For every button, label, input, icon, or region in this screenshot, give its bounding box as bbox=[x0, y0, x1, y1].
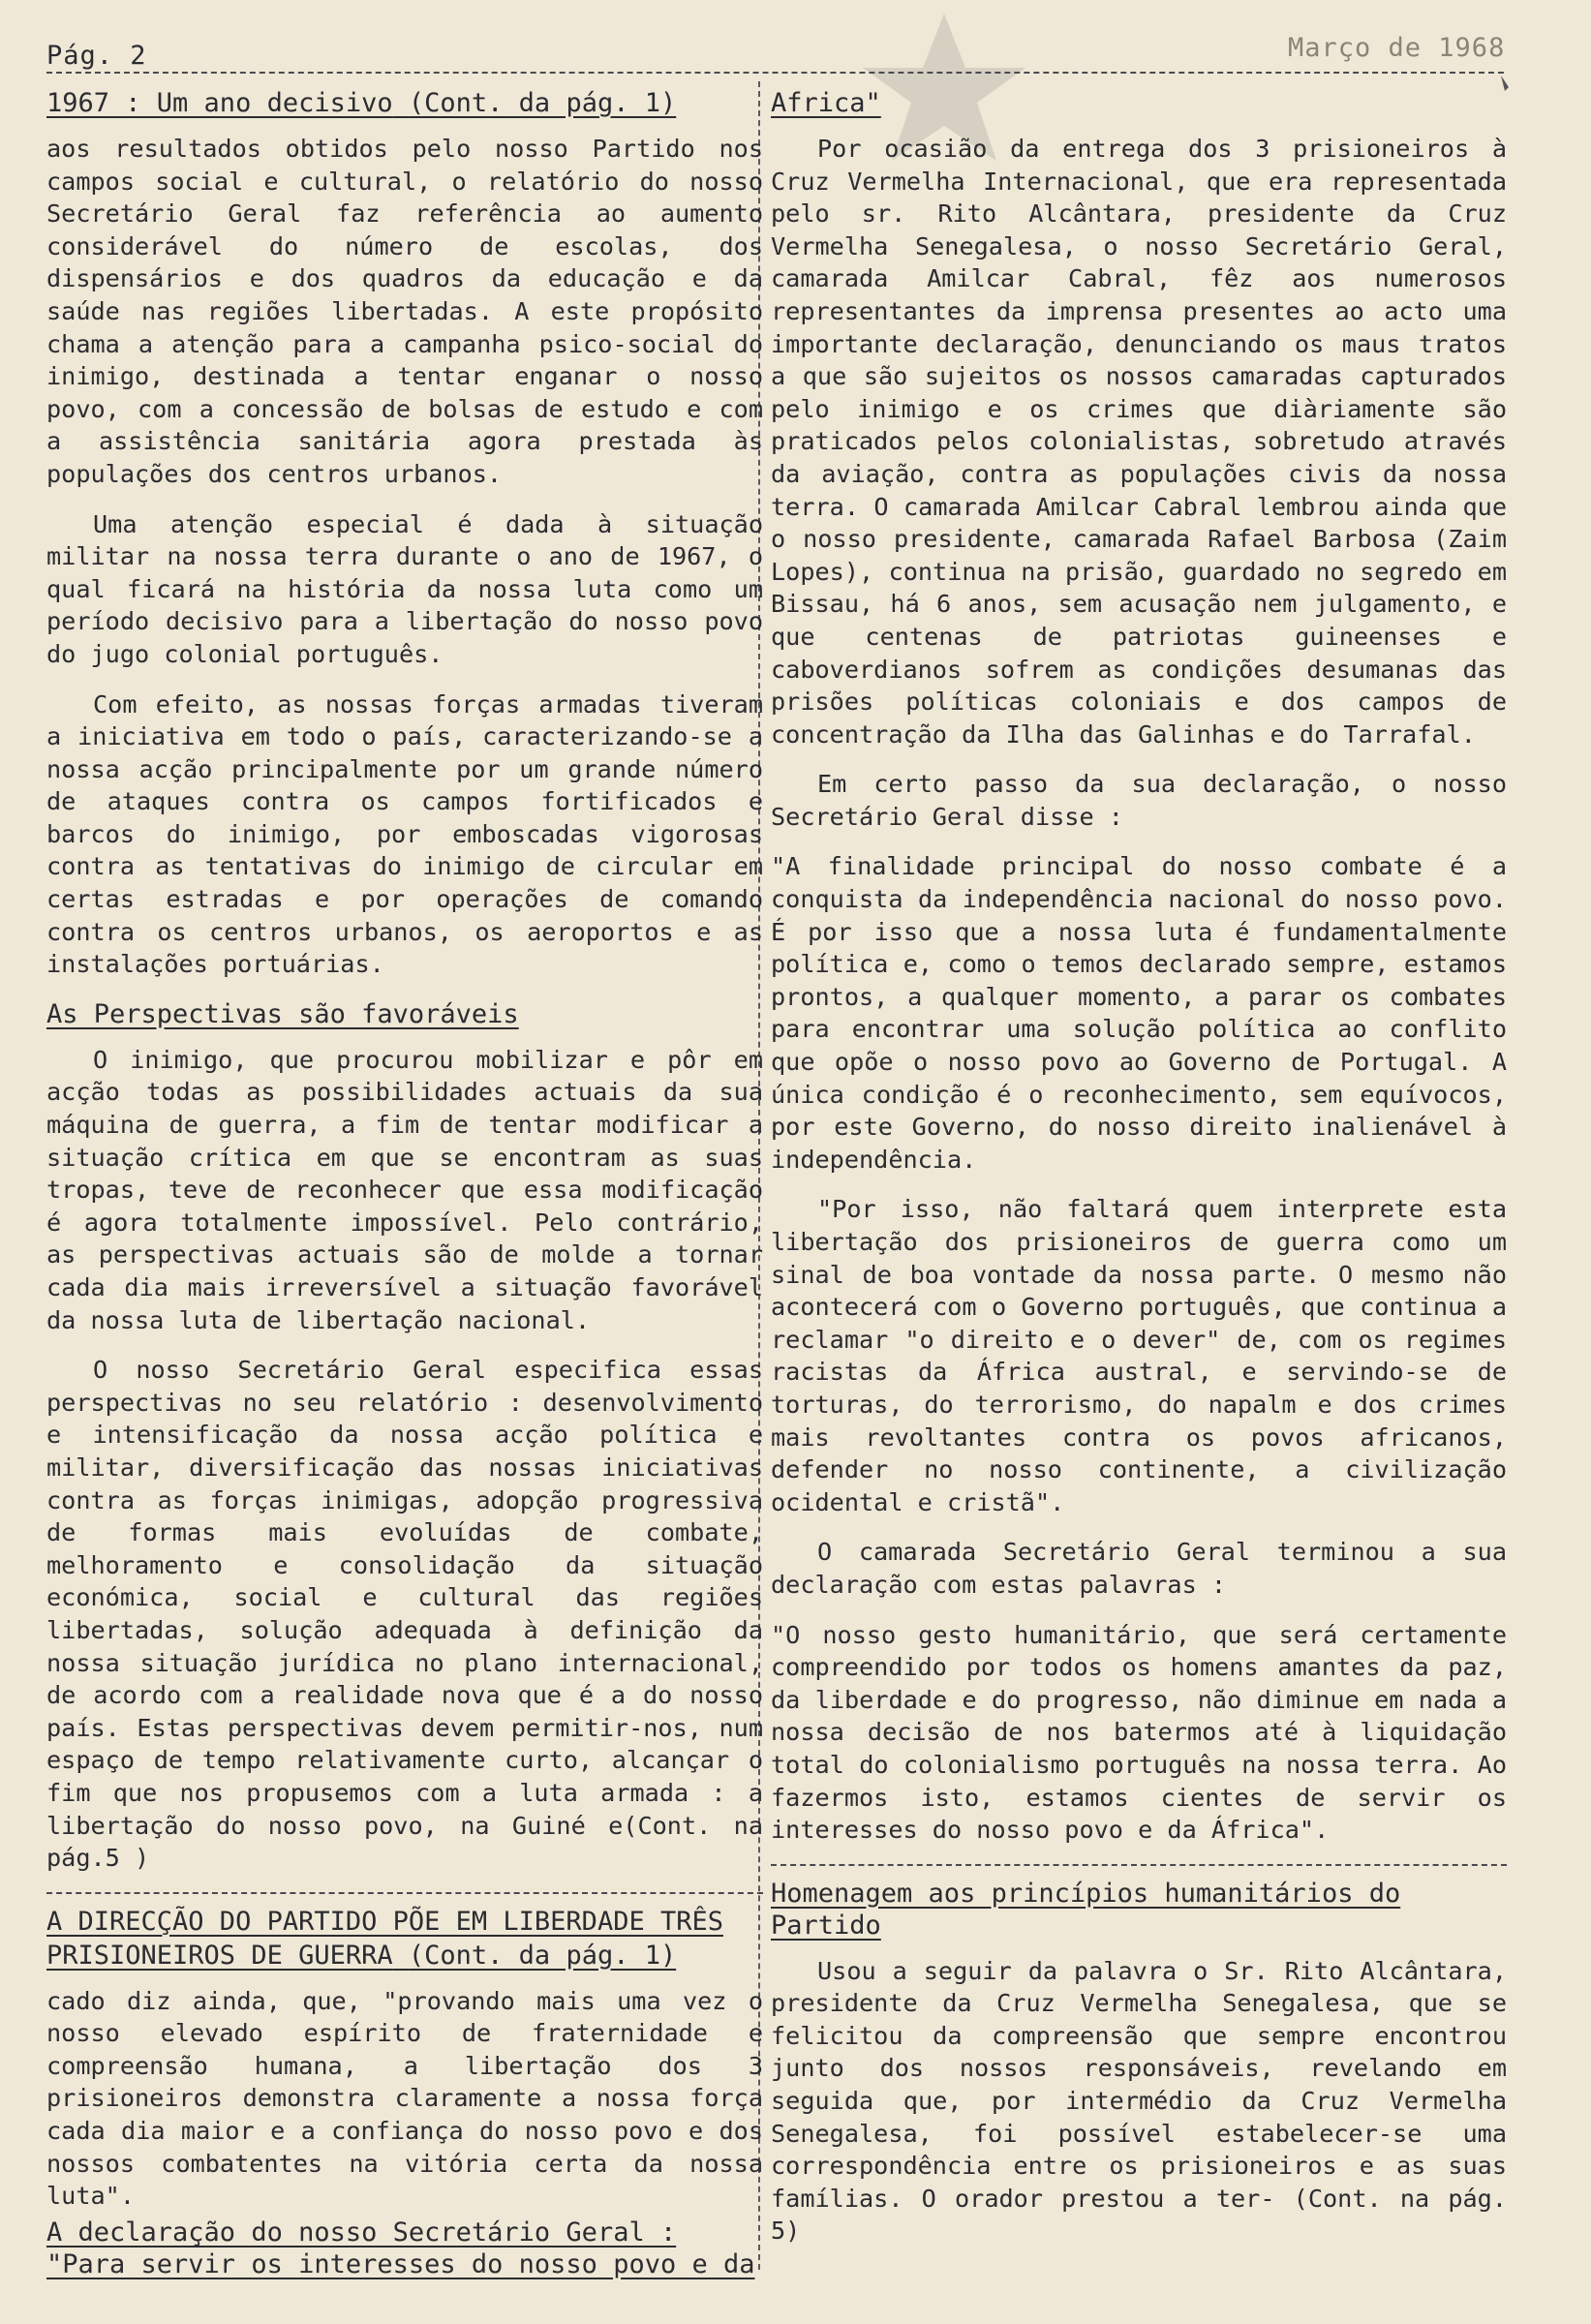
article-paragraph: Uma atenção especial é dada à situação militar na nossa terra durante o ano de 1967, o qual ficará na história da nossa luta como um período decisivo para a libertação do nosso povo do jugo colonial português. bbox=[46, 509, 763, 668]
article-divider bbox=[46, 1892, 763, 1894]
page-number: Pág. 2 bbox=[46, 41, 147, 71]
article-paragraph: Em certo passo da sua declaração, o nosso Secretário Geral disse : bbox=[771, 770, 1507, 831]
article-paragraph: O inimigo, que procurou mobilizar e pôr em acção todas as possibilidades actuais da sua máquina de guerra, a fim de tentar modificar a situação crítica em que se encontram as suas tropas, teve de reconhecer que essa modificação é agora totalmente impossível. Pelo contrário, as perspectivas actuais são de molde a tornar cada dia mais irreversível a situação favorável da nossa luta de libertação nacional. bbox=[46, 1045, 763, 1334]
article-paragraph: O nosso Secretário Geral especifica essas perspectivas no seu relatório : desenvolvimento e intensificação da nossa acção política e militar, diversificação das nossas iniciativas contra as forças inimigas, adopção progressiva de formas mais evoluídas de combate, melhoramento e consolidação da situação económica, social e cultural das regiões libertadas, solução adequada à definição da nossa situação jurídica no plano internacional, de acordo com a realidade nova que é a do nosso país. Estas perspectivas devem permitir-nos, num espaço de tempo relativamente curto, alcançar o fim que nos propusemos com a luta armada : a libertação do nosso povo, na Guiné e(Cont. na pág.5 ) bbox=[46, 1356, 763, 1873]
issue-date: Março de 1968 bbox=[1288, 33, 1506, 63]
article-heading-homenagem: Homenagem aos princípios humanitários do Partido bbox=[771, 1878, 1401, 1941]
right-column bbox=[771, 87, 1507, 2265]
subheading-declaracao: A declaração do nosso Secretário Geral : bbox=[46, 2217, 677, 2248]
quote-paragraph: "O nosso gesto humanitário, que será certamente compreendido por todos os homens amantes da paz, da liberdade e do progresso, não diminue em nada a nossa decisão de nos batermos até à liquidação total do colonialismo português na nossa terra. Ao fazermos isto, estamos cientes de servir os interesses do nosso povo e da África". bbox=[771, 1620, 1507, 1845]
header-divider bbox=[46, 72, 1504, 74]
quote-title: "Para servir os interesses do nosso povo e da bbox=[46, 2248, 755, 2279]
quote-paragraph: "Por isso, não faltará quem interprete esta libertação dos prisioneiros de guerra como um sinal de boa vontade da nossa parte. O mesmo não acontecerá com o Governo português, que continua a reclamar "o direito e o dever" de, com os regimes racistas da África austral, e servindo-se de torturas, do terrorismo, do napalm e dos crimes mais revoltantes contra os povos africanos, defender no nosso continente, a civilização ocidental e cristã". bbox=[771, 1195, 1507, 1516]
article-heading-1967: 1967 : Um ano decisivo (Cont. da pág. 1) bbox=[46, 88, 677, 118]
article-paragraph: aos resultados obtidos pelo nosso Partido nos campos social e cultural, o relatório do nosso Secretário Geral faz referência ao aumento considerável do número de escolas, dos dispensários e dos quadros da educação e da saúde nas regiões libertadas. A este propósito chama a atenção para a campanha psico-social do inimigo, destinada a tentar enganar o nosso povo, com a concessão de bolsas de estudo e com a assistência sanitária agora prestada às populações dos centros urbanos. bbox=[46, 135, 763, 488]
article-paragraph: Usou a seguir da palavra o Sr. Rito Alcântara, presidente da Cruz Vermelha Senegalesa, que se felicitou da compreensão que sempre encontrou junto dos nossos responsáveis, revelando em seguida que, por intermédio da Cruz Vermelha Senegalesa, foi possível estabelecer-se uma correspondência entre os prisioneiros e as suas famílias. O orador prestou a ter- (Cont. na pág. 5) bbox=[771, 1956, 1507, 2246]
left-column bbox=[46, 87, 763, 2294]
article-paragraph: Por ocasião da entrega dos 3 prisioneiros à Cruz Vermelha Internacional, que era representada pelo sr. Rito Alcântara, presidente da Cruz Vermelha Senegalesa, o nosso Secretário Geral, camarada Amilcar Cabral, fêz aos numerosos representantes da imprensa presentes ao acto uma importante declaração, denunciando os maus tratos a que são sujeitos os nossos camaradas capturados pelo inimigo e os crimes que diàriamente são praticados pelos colonialistas, sobretudo através da aviação, contra as populações civis da nossa terra. O camarada Amilcar Cabral lembrou ainda que o nosso presidente, camarada Rafael Barbosa (Zaim Lopes), continua na prisão, guardado no segredo em Bissau, há 6 anos, sem acusação nem julgamento, e que centenas de patriotas guineenses e caboverdianos sofrem as condições desumanas das prisões políticas coloniais e dos campos de concentração da Ilha das Galinhas e do Tarrafal. bbox=[771, 135, 1507, 749]
article-paragraph: cado diz ainda, que, "provando mais uma vez o nosso elevado espírito de fraternidade e compreensão humana, a libertação dos 3 prisioneiros demonstra claramente a nossa força cada dia maior e a confiança do nosso povo e dos nossos combatentes na vitória certa da nossa luta". bbox=[46, 1986, 763, 2211]
continuation-title: Africa" bbox=[771, 88, 881, 118]
subheading-perspectivas: As Perspectivas são favoráveis bbox=[46, 998, 519, 1029]
article-divider bbox=[771, 1864, 1507, 1866]
article-heading-prisioneiros-line2: PRISIONEIROS DE GUERRA (Cont. da pág. 1) bbox=[46, 1940, 677, 1971]
article-paragraph: Com efeito, as nossas forças armadas tiveram a iniciativa em todo o país, caracterizando-se a nossa acção principalmente por um grande número de ataques contra os campos fortificados e barcos do inimigo, por emboscadas vigorosas contra as tentativas do inimigo de circular em certas estradas e por operações de comando contra os centros urbanos, os aeroportos e as instalações portuárias. bbox=[46, 689, 763, 979]
article-paragraph: O camarada Secretário Geral terminou a sua declaração com estas palavras : bbox=[771, 1538, 1507, 1599]
quote-paragraph: "A finalidade principal do nosso combate é a conquista da independência nacional do nosso povo. É por isso que a nossa luta é fundamentalmente política e, como o temos declarado sempre, estamos prontos, a qualquer momento, a parar os combates para encontrar uma solução política ao conflito que opõe o nosso povo ao Governo de Portugal. A única condição é o reconhecimento, sem equívocos, por este Governo, do nosso direito inalienável à independência. bbox=[771, 852, 1507, 1174]
article-heading-prisioneiros-line1: A DIRECÇÃO DO PARTIDO PÕE EM LIBERDADE TRÊS bbox=[46, 1906, 723, 1937]
